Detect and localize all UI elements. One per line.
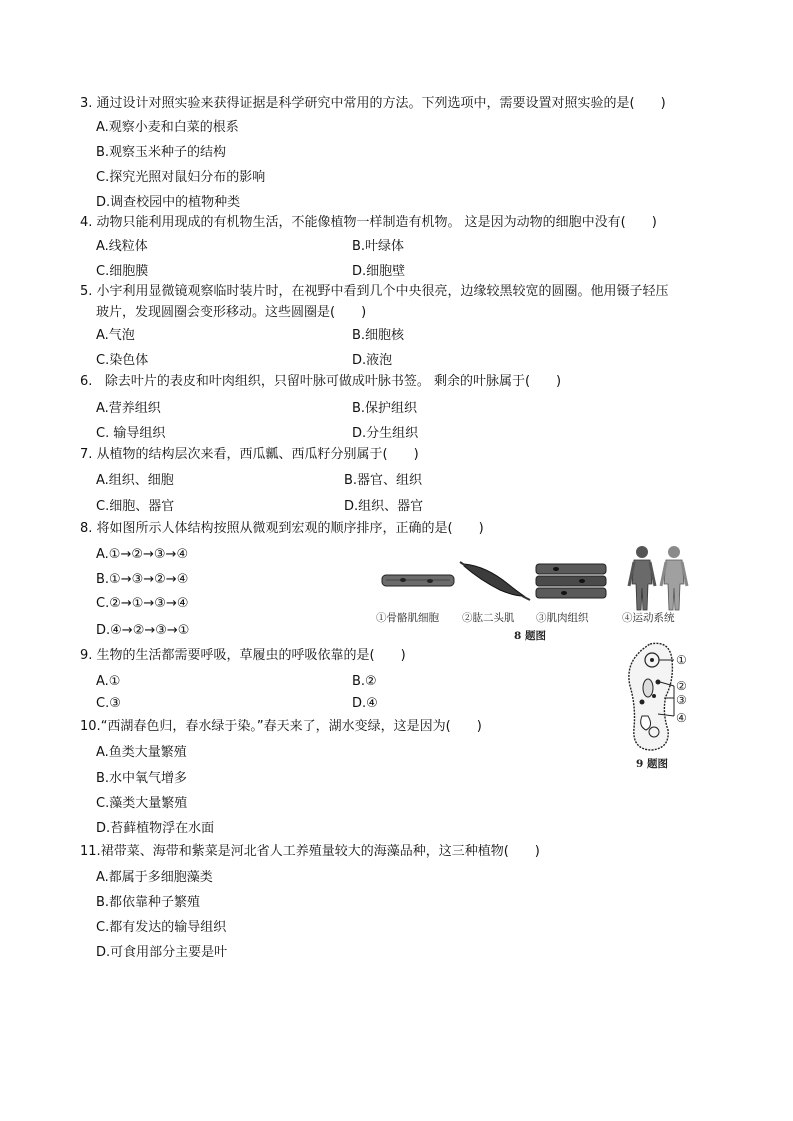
option-d: D.分生组织	[352, 426, 419, 441]
option-d: D.④→②→③→①	[96, 623, 190, 638]
option-a: A.①	[96, 674, 121, 689]
question-number: 6.	[80, 374, 93, 389]
question-text: 小宇利用显微镜观察临时装片时，在视野中看到几个中央很亮，边缘较黑较宽的圆圈。他用镊子轻压	[96, 284, 669, 299]
biceps-image	[460, 562, 530, 600]
option-d: D.④	[352, 696, 378, 711]
question-number: 10.	[80, 719, 101, 734]
question-text: 裙带菜、海带和紫菜是河北省人工养殖量较大的海藻品种，这三种植物( )	[100, 844, 540, 859]
question-9	[80, 648, 406, 664]
option-a: A.鱼类大量繁殖	[96, 745, 187, 760]
question-number: 4.	[80, 215, 93, 230]
paramecium-illustration	[608, 636, 728, 754]
option-d: D.可食用部分主要是叶	[96, 945, 228, 960]
figure-8-label-1: ①骨骼肌细胞	[376, 612, 439, 624]
question-text: 从植物的结构层次来看，西瓜瓤、西瓜籽分别属于( )	[96, 447, 419, 462]
option-c: C.都有发达的输导组织	[96, 920, 227, 935]
option-c: C.③	[96, 696, 121, 711]
option-a: A.线粒体	[96, 239, 148, 254]
figure-9	[608, 636, 728, 772]
question-4	[80, 215, 657, 231]
figure-8	[368, 540, 708, 650]
option-c: C. 输导组织	[96, 426, 166, 441]
question-11	[80, 844, 540, 860]
question-text-continued: 玻片，发现圆圈会变形移动。这些圆圈是( )	[96, 305, 367, 320]
option-a: A.观察小麦和白菜的根系	[96, 120, 239, 135]
question-number: 9.	[80, 648, 93, 663]
muscle-tissue-image	[536, 564, 606, 598]
option-b: B.都依靠种子繁殖	[96, 895, 201, 910]
marker-3: ③	[676, 693, 687, 707]
question-text: “西湖春色归，春水绿于染。”春天来了，湖水变绿，这是因为( )	[100, 719, 482, 734]
figure-8-caption: 8 题图	[514, 630, 546, 642]
option-d: D.细胞壁	[352, 264, 406, 279]
question-text: 生物的生活都需要呼吸，草履虫的呼吸依靠的是( )	[96, 648, 406, 663]
question-number: 11.	[80, 844, 101, 859]
option-b: B.细胞核	[352, 328, 405, 343]
option-b: B.①→③→②→④	[96, 572, 189, 587]
option-c: C.细胞膜	[96, 264, 149, 279]
option-a: A.营养组织	[96, 401, 161, 416]
option-b: B.叶绿体	[352, 239, 405, 254]
muscle-cell-image	[382, 575, 454, 586]
option-d: D.液泡	[352, 353, 393, 368]
option-d: D.组织、器官	[344, 499, 424, 514]
question-text: 将如图所示人体结构按照从微观到宏观的顺序排序，正确的是( )	[96, 521, 484, 536]
option-b: B.观察玉米种子的结构	[96, 145, 227, 160]
figure-8-label-3: ③肌肉组织	[536, 612, 589, 624]
option-b: B.②	[352, 674, 377, 689]
option-a: A.气泡	[96, 328, 135, 343]
human-figures-image	[629, 546, 687, 610]
question-text: 动物只能利用现成的有机物生活，不能像植物一样制造有机物。 这是因为动物的细胞中没有( )	[96, 215, 657, 230]
option-c: C.藻类大量繁殖	[96, 796, 188, 811]
marker-2: ②	[676, 679, 687, 693]
figure-8-illustration	[368, 540, 708, 620]
option-d: D.苔藓植物浮在水面	[96, 821, 215, 836]
question-3	[80, 96, 666, 112]
option-b: B.水中氧气增多	[96, 771, 188, 786]
option-c: C.探究光照对鼠妇分布的影响	[96, 170, 266, 185]
option-b: B.保护组织	[352, 401, 418, 416]
question-number: 5.	[80, 284, 93, 299]
option-a: A.组织、细胞	[96, 473, 174, 488]
figure-9-caption: 9 题图	[636, 758, 668, 770]
figure-8-label-4: ④运动系统	[622, 612, 675, 624]
marker-4: ④	[676, 711, 687, 725]
question-8	[80, 521, 484, 537]
question-number: 3.	[80, 96, 93, 111]
question-number: 7.	[80, 447, 93, 462]
option-c: C.②→①→③→④	[96, 596, 189, 611]
question-text: 除去叶片的表皮和叶肉组织，只留叶脉可做成叶脉书签。 剩余的叶脉属于( )	[104, 374, 562, 389]
question-5	[80, 284, 669, 300]
marker-1: ①	[676, 653, 687, 667]
question-7	[80, 447, 419, 463]
option-b: B.器官、组织	[344, 473, 423, 488]
option-c: C.染色体	[96, 353, 149, 368]
option-a: A.都属于多细胞藻类	[96, 870, 213, 885]
question-text: 通过设计对照实验来获得证据是科学研究中常用的方法。下列选项中，需要设置对照实验的是( )	[96, 96, 666, 111]
question-10	[80, 719, 482, 735]
question-6	[80, 374, 561, 390]
option-c: C.细胞、器官	[96, 499, 175, 514]
question-number: 8.	[80, 521, 93, 536]
option-d: D.调查校园中的植物种类	[96, 195, 241, 210]
option-a: A.①→②→③→④	[96, 547, 189, 562]
figure-8-label-2: ②肱二头肌	[462, 612, 515, 624]
